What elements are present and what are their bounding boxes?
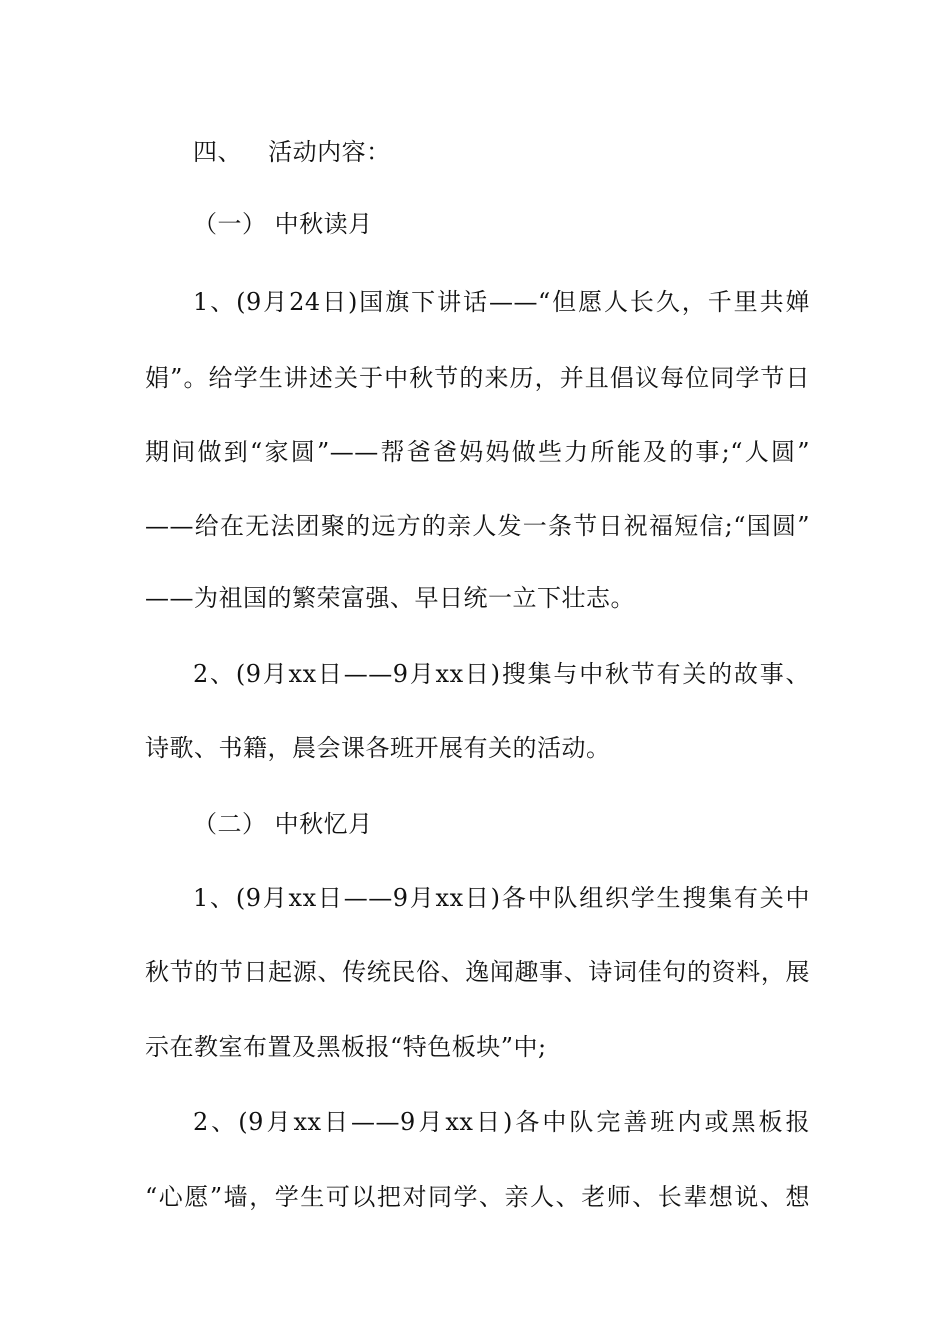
paragraph-1-line-4: ——给在无法团聚的远方的亲人发一条节日祝福短信;“国圆” (145, 512, 810, 540)
paragraph-1-line-5: ——为祖国的繁荣富强、早日统一立下壮志。 (145, 584, 635, 612)
subsection-heading-1: （一） 中秋读月 (193, 210, 373, 238)
subsection-heading-2: （二） 中秋忆月 (193, 810, 373, 838)
paragraph-3-line-2: 秋节的节日起源、传统民俗、逸闻趣事、诗词佳句的资料，展 (145, 958, 810, 986)
paragraph-4-line-2: “心愿”墙，学生可以把对同学、亲人、老师、长辈想说、想 (145, 1183, 810, 1211)
paragraph-1-line-3: 期间做到“家圆”——帮爸爸妈妈做些力所能及的事;“人圆” (145, 438, 810, 466)
paragraph-2-line-1: 2、(9月xx日——9月xx日)搜集与中秋节有关的故事、 (193, 660, 810, 688)
paragraph-3-line-3: 示在教室布置及黑板报“特色板块”中; (145, 1033, 547, 1061)
paragraph-1-line-2: 娟”。给学生讲述关于中秋节的来历，并且倡议每位同学节日 (145, 364, 810, 392)
paragraph-2-line-2: 诗歌、书籍，晨会课各班开展有关的活动。 (145, 734, 611, 762)
section-heading: 四、 活动内容： (193, 138, 391, 166)
paragraph-1-line-1: 1、(9月24日)国旗下讲话——“但愿人长久，千里共婵 (193, 288, 810, 316)
paragraph-3-line-1: 1、(9月xx日——9月xx日)各中队组织学生搜集有关中 (193, 884, 810, 912)
paragraph-4-line-1: 2、(9月xx日——9月xx日)各中队完善班内或黑板报 (193, 1108, 810, 1136)
